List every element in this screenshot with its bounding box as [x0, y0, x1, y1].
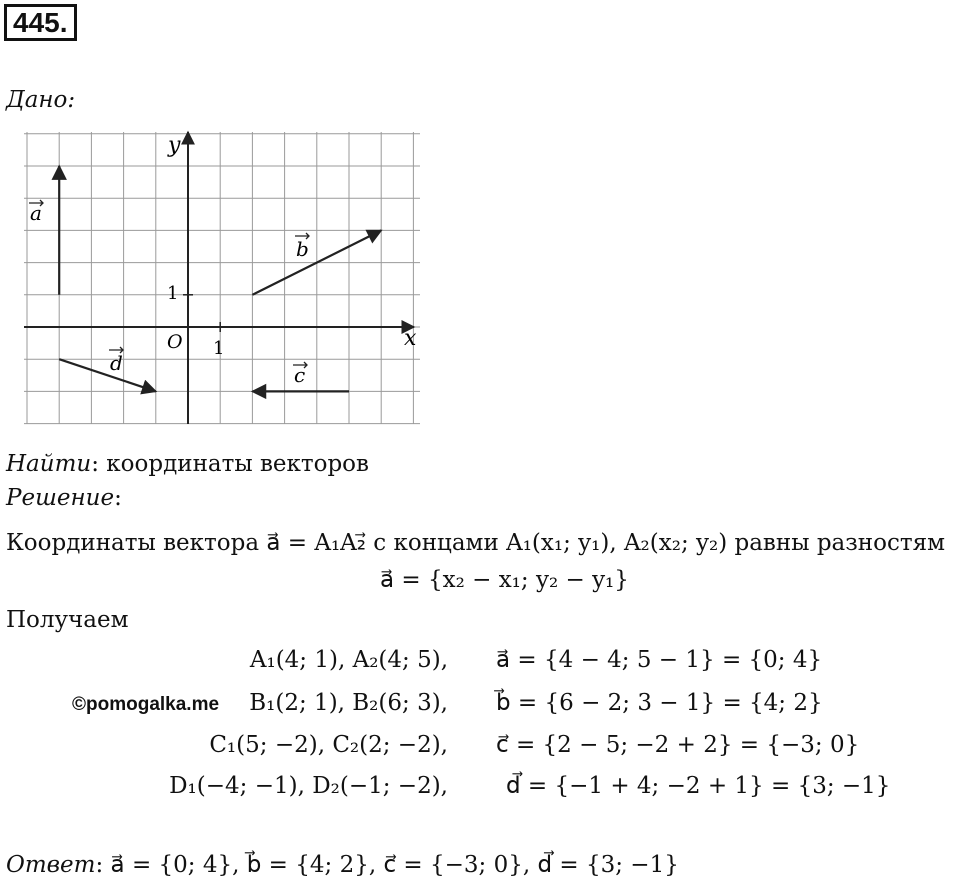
coordinate-grid-figure: [22, 126, 422, 426]
solution-colon: :: [114, 485, 122, 511]
row-a-result: a⃗ = {4 − 4; 5 − 1} = {0; 4}: [496, 647, 823, 673]
row-c-points: C₁(5; −2), C₂(2; −2),: [209, 732, 448, 758]
find-label: Найти: [6, 451, 92, 477]
vector-label-c: c: [294, 363, 306, 387]
row-d-points: D₁(−4; −1), D₂(−1; −2),: [169, 773, 448, 799]
solution-line: [6, 484, 122, 512]
row-d-result: d⃗ = {−1 + 4; −2 + 1} = {3; −1}: [506, 773, 891, 799]
answer-text: : a⃗ = {0; 4}, b⃗ = {4; 2}, c⃗ = {−3; 0}, d⃗ = {3; −1}: [95, 852, 679, 878]
row-c-result: c⃗ = {2 − 5; −2 + 2} = {−3; 0}: [496, 732, 860, 758]
solution-label: Решение: [6, 485, 115, 511]
watermark: ©pomogalka.me: [72, 694, 220, 715]
vector-label-b: b: [296, 237, 309, 261]
given-label: Дано:: [6, 87, 76, 113]
vector-label-d: d: [110, 351, 123, 375]
vector-d: [59, 359, 156, 391]
axis-y-label: y: [168, 133, 181, 158]
answer-line: [6, 852, 679, 878]
axis-x-label: x: [404, 326, 417, 351]
origin-label: O: [167, 331, 183, 353]
axes: [24, 132, 414, 424]
difference-formula: a⃗ = {x₂ − x₁; y₂ − y₁}: [380, 567, 629, 593]
vector-label-a: a: [30, 201, 42, 225]
row-b-points: B₁(2; 1), B₂(6; 3),: [249, 690, 448, 716]
tick-x-label: 1: [213, 338, 225, 359]
tick-y-label: 1: [167, 283, 179, 304]
row-b-result: b⃗ = {6 − 2; 3 − 1} = {4; 2}: [496, 690, 823, 716]
problem-number: 445.: [4, 4, 77, 41]
coordinate-rule: Координаты вектора a⃗ = A₁A₂⃗ с концами A₁(x₁; y₁), A₂(x₂; y₂) равны разностям: [6, 530, 945, 556]
find-text: : координаты векторов: [91, 451, 369, 477]
row-a-points: A₁(4; 1), A₂(4; 5),: [249, 647, 448, 673]
grid-lines: [24, 132, 420, 424]
find-line: [6, 450, 369, 478]
answer-label: Ответ: [6, 852, 96, 878]
getting-label: Получаем: [6, 607, 129, 633]
